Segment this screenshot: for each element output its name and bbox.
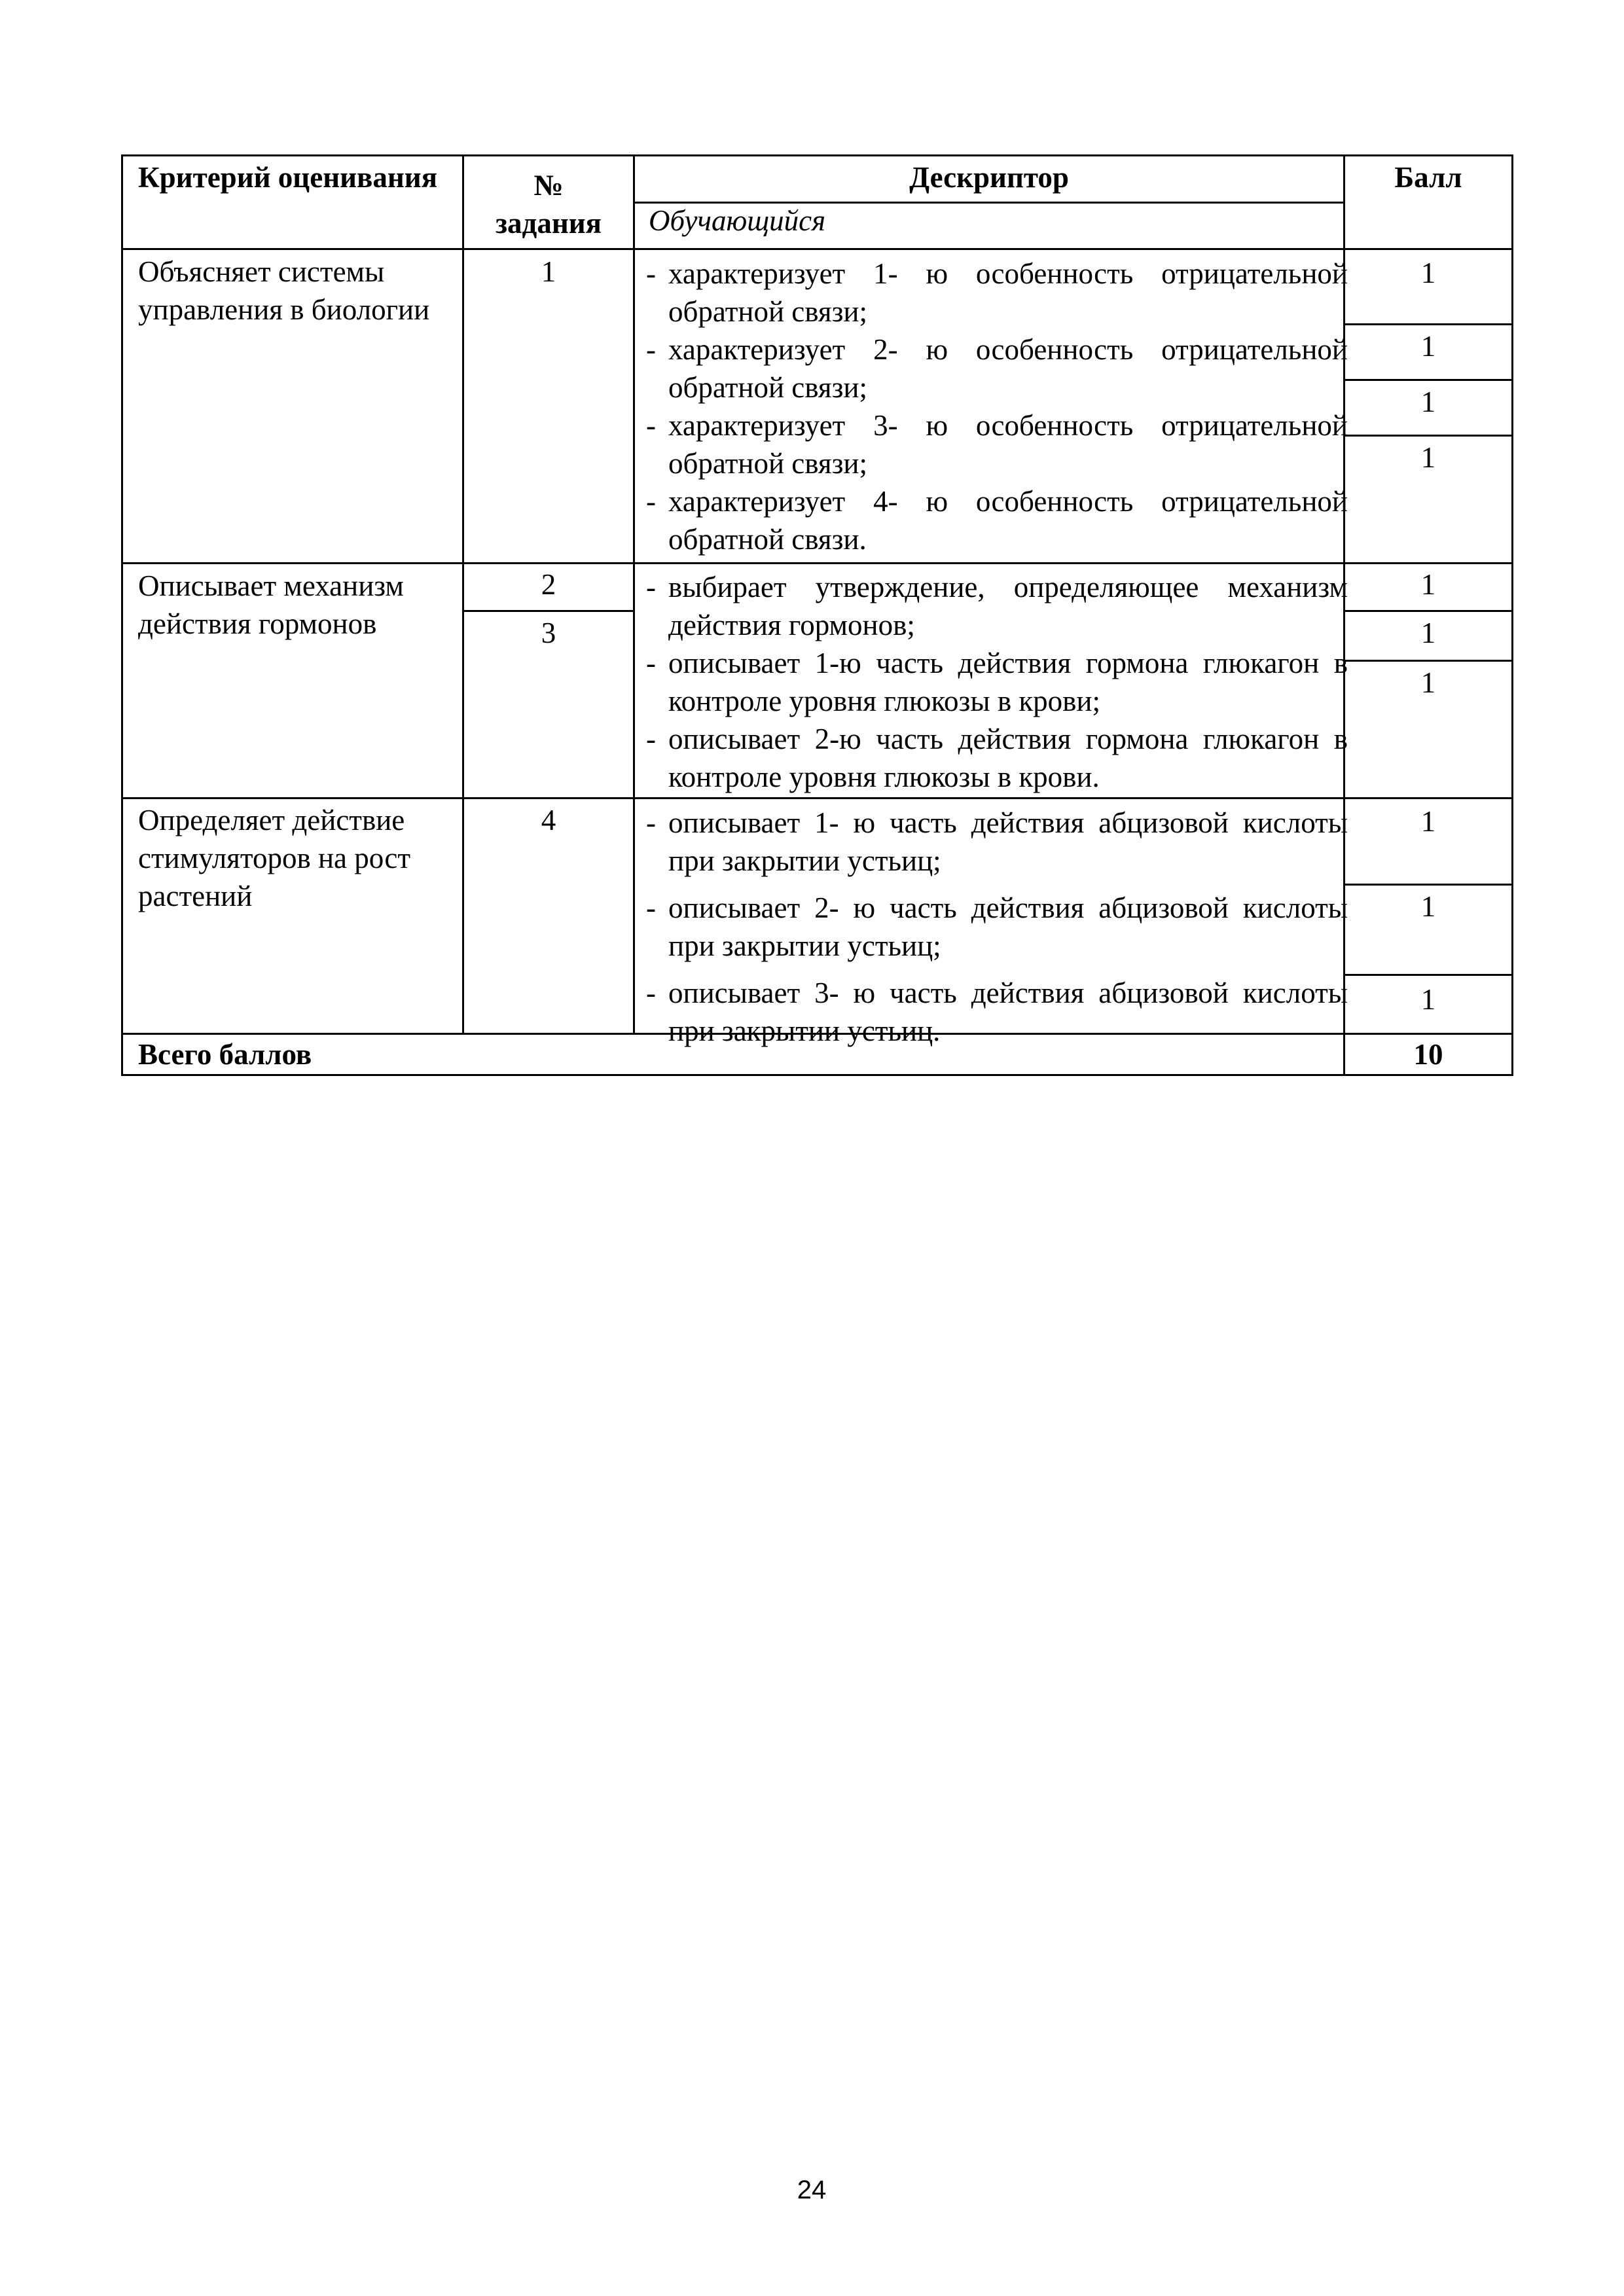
score-cell: 1 — [1420, 617, 1436, 649]
descriptor-item: - описывает 3- ю часть действия абцизовой кислоты при закрытии устьиц. — [646, 977, 1348, 1047]
descriptor-item: - описывает 2-ю часть действия гормона глюкагон в контроле уровня глюкозы в крови. — [646, 723, 1348, 793]
criterion-cell: Описывает механизм действия гормонов — [138, 569, 404, 640]
descriptor-item: - характеризует 3- ю особенность отрицательной обратной связи; — [646, 409, 1348, 480]
total-label: Всего баллов — [138, 1038, 312, 1071]
task-number-cell: 4 — [541, 804, 556, 836]
assessment-table — [121, 154, 1513, 1076]
task-number-cell: 2 — [541, 568, 556, 601]
descriptor-list — [646, 255, 1348, 558]
total-score: 10 — [1413, 1038, 1443, 1071]
descriptor-item: - выбирает утверждение, определяющее механизм действия гормонов; — [646, 571, 1348, 641]
descriptor-item: - описывает 1-ю часть действия гормона глюкагон в контроле уровня глюкозы в крови; — [646, 647, 1348, 717]
descriptor-item: - характеризует 1- ю особенность отрицательной обратной связи; — [646, 257, 1348, 328]
score-cell: 1 — [1420, 568, 1436, 601]
header-score: Балл — [1394, 161, 1462, 194]
header-task-number-label: задания — [495, 207, 602, 240]
header-descriptor-subtitle: Обучающийся — [649, 204, 826, 237]
score-cell: 1 — [1420, 890, 1436, 923]
header-descriptor: Дескриптор — [909, 161, 1069, 194]
descriptor-list — [646, 804, 1348, 1050]
score-cell: 1 — [1420, 257, 1436, 289]
descriptor-list — [646, 568, 1348, 796]
task-number-cell: 3 — [541, 617, 556, 649]
descriptor-item: - описывает 2- ю часть действия абцизовой кислоты при закрытии устьиц; — [646, 891, 1348, 962]
descriptor-item: - описывает 1- ю часть действия абцизовой кислоты при закрытии устьиц; — [646, 806, 1348, 877]
score-cell: 1 — [1420, 983, 1436, 1016]
task-number-cell: 1 — [541, 255, 556, 288]
score-cell: 1 — [1420, 386, 1436, 418]
page-number: 24 — [797, 2176, 827, 2204]
descriptor-item: - характеризует 4- ю особенность отрицательной обратной связи. — [646, 485, 1348, 556]
descriptor-item: - характеризует 2- ю особенность отрицательной обратной связи; — [646, 333, 1348, 404]
criterion-cell: Объясняет системы управления в биологии — [138, 255, 430, 326]
score-cell: 1 — [1420, 666, 1436, 699]
header-criterion: Критерий оценивания — [138, 161, 438, 194]
header-task-number-symbol: № — [533, 169, 564, 202]
score-cell: 1 — [1420, 805, 1436, 838]
score-cell: 1 — [1420, 330, 1436, 363]
score-cell: 1 — [1420, 441, 1436, 474]
criterion-cell: Определяет действие стимуляторов на рост растений — [138, 804, 411, 912]
